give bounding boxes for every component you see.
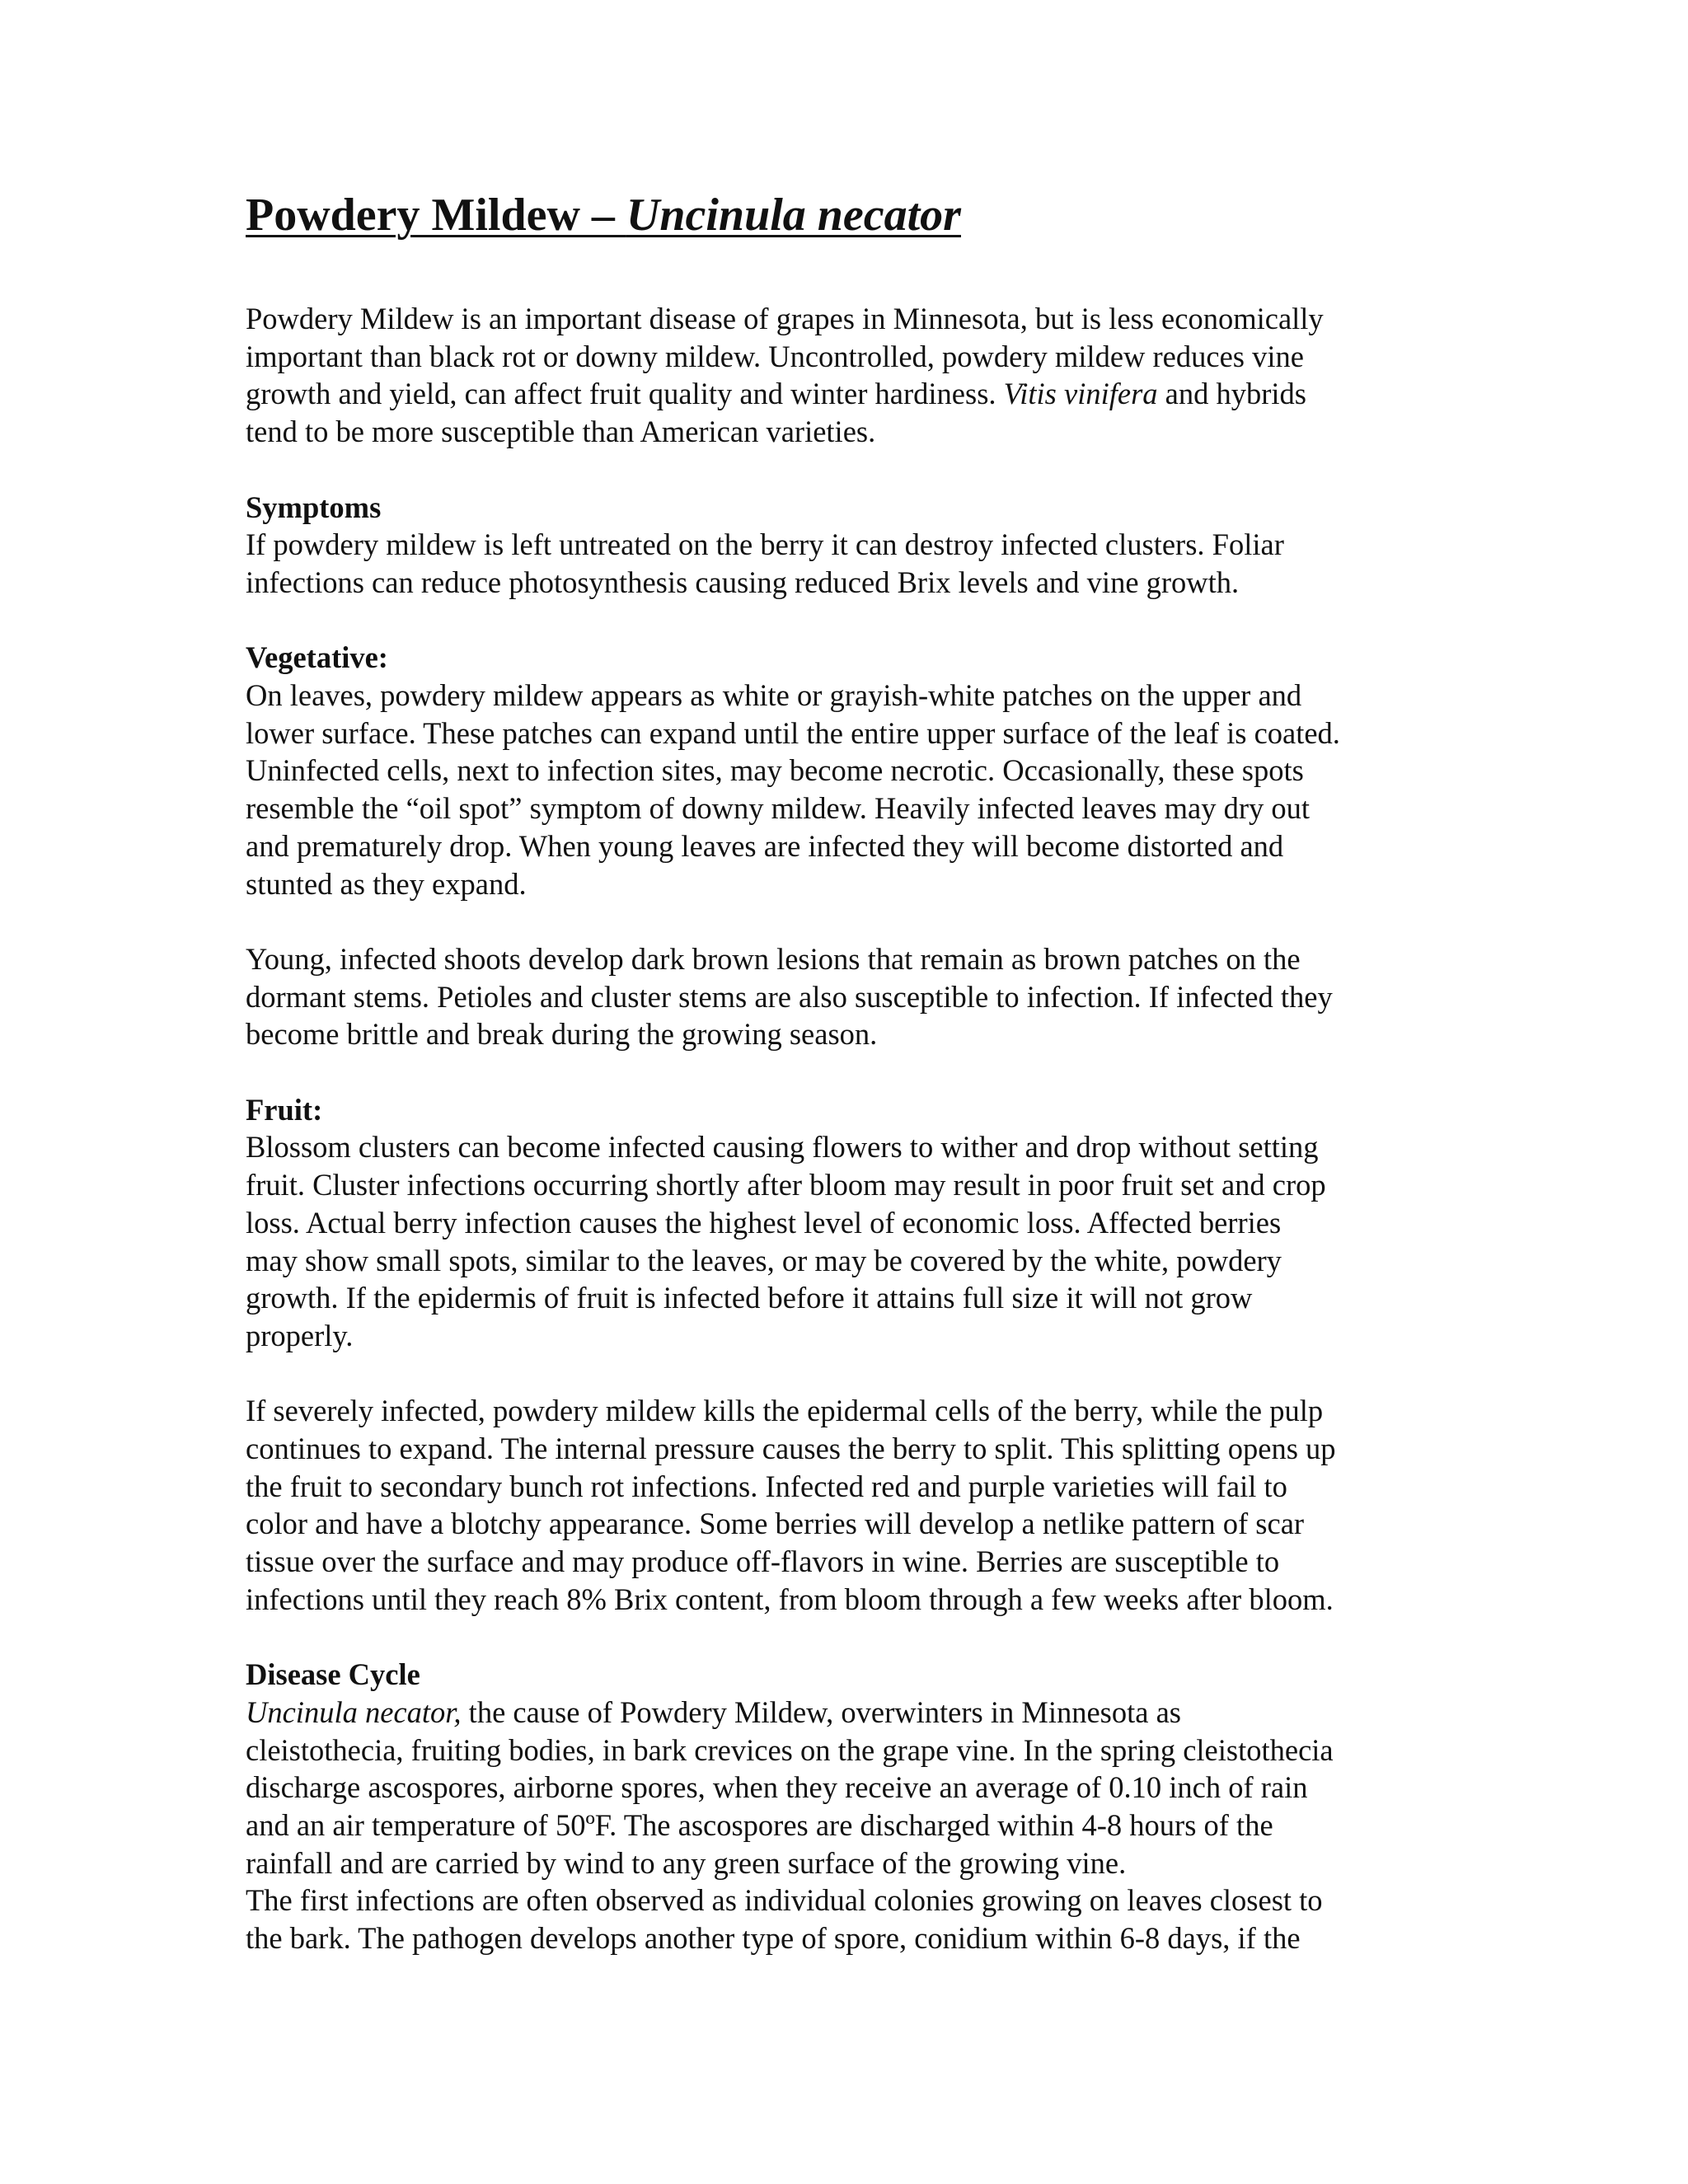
text-line: may show small spots, similar to the leaves, or may be covered by the white, powdery	[246, 1243, 1282, 1277]
text-line: and prematurely drop. When young leaves are infected they will become distorted and	[246, 828, 1284, 863]
section-heading-vegetative: Vegetative:	[246, 640, 388, 675]
spacer	[246, 602, 1457, 640]
text-line: Blossom clusters can become infected causing flowers to wither and drop without setting	[246, 1130, 1319, 1165]
text-line: continues to expand. The internal pressure causes the berry to split. This splitting opens up	[246, 1432, 1336, 1466]
text-line: If severely infected, powdery mildew kills the epidermal cells of the berry, while the pulp	[246, 1394, 1324, 1428]
text-line: cleistothecia, fruiting bodies, in bark crevices on the grape vine. In the spring cleistothecia	[246, 1732, 1334, 1767]
fruit-paragraph-1	[246, 1128, 1457, 1354]
text-line: On leaves, powdery mildew appears as white or grayish-white patches on the upper and	[246, 678, 1302, 712]
text-line: growth. If the epidermis of fruit is infected before it attains full size it will not grow	[246, 1281, 1253, 1315]
title-italic: Uncinula necator	[626, 190, 961, 241]
text-line	[246, 375, 1457, 413]
text-run-italic: Vitis vinifera	[1003, 377, 1158, 411]
text-line: infections until they reach 8% Brix content, from bloom through a few weeks after bloom.	[246, 1582, 1334, 1616]
section-heading-symptoms: Symptoms	[246, 490, 382, 524]
document-page	[246, 186, 1457, 1957]
text-line: color and have a blotchy appearance. Some berries will develop a netlike pattern of scar	[246, 1507, 1305, 1541]
text-line: loss. Actual berry infection causes the highest level of economic loss. Affected berries	[246, 1205, 1282, 1240]
text-line: rainfall and are carried by wind to any green surface of the growing vine.	[246, 1845, 1127, 1880]
text-line: the bark. The pathogen develops another type of spore, conidium within 6-8 days, if the	[246, 1921, 1301, 1956]
spacer	[246, 1355, 1457, 1393]
fruit-paragraph-2	[246, 1392, 1457, 1618]
text-line: lower surface. These patches can expand until the entire upper surface of the leaf is coated.	[246, 715, 1340, 750]
text-run: growth and yield, can affect fruit quality and winter hardiness.	[246, 377, 1004, 411]
text-line: properly.	[246, 1318, 354, 1352]
text-line: tissue over the surface and may produce off-flavors in wine. Berries are susceptible to	[246, 1544, 1280, 1579]
text-run: the cause of Powdery Mildew, overwinters in Minnesota as	[461, 1694, 1181, 1729]
text-line: stunted as they expand.	[246, 866, 527, 901]
text-line: Powdery Mildew is an important disease of grapes in Minnesota, but is less economically	[246, 302, 1324, 335]
section-heading-disease-cycle: Disease Cycle	[246, 1657, 420, 1692]
text-line: The first infections are often observed as individual colonies growing on leaves closest to	[246, 1883, 1323, 1918]
vegetative-paragraph-1	[246, 677, 1457, 902]
text-line: dormant stems. Petioles and cluster stems are also susceptible to infection. If infected they	[246, 979, 1333, 1014]
spacer	[246, 451, 1457, 489]
text-line: Young, infected shoots develop dark brown lesions that remain as brown patches on the	[246, 941, 1301, 976]
spacer	[246, 1619, 1457, 1657]
text-line: fruit. Cluster infections occurring shortly after bloom may result in poor fruit set and crop	[246, 1168, 1326, 1202]
text-line: tend to be more susceptible than American varieties.	[246, 415, 876, 449]
text-line: and an air temperature of 50ºF. The ascospores are discharged within 4-8 hours of the	[246, 1808, 1273, 1843]
spacer	[246, 244, 1457, 300]
text-line: If powdery mildew is left untreated on the berry it can destroy infected clusters. Foliar	[246, 527, 1284, 562]
text-line: discharge ascospores, airborne spores, when they receive an average of 0.10 inch of rain	[246, 1770, 1308, 1805]
text-line	[246, 1694, 1457, 1732]
spacer	[246, 902, 1457, 940]
title-main: Powdery Mildew –	[246, 190, 626, 241]
symptoms-paragraph	[246, 526, 1457, 601]
text-run-italic: Uncinula necator,	[246, 1694, 462, 1729]
spacer	[246, 1053, 1457, 1091]
page-title	[246, 186, 1457, 244]
text-line: important than black rot or downy mildew. Uncontrolled, powdery mildew reduces vine	[246, 339, 1304, 373]
vegetative-paragraph-2	[246, 940, 1457, 1053]
intro-paragraph	[246, 300, 1457, 451]
text-run: and hybrids	[1157, 377, 1306, 411]
section-heading-fruit: Fruit:	[246, 1092, 323, 1127]
text-line: resemble the “oil spot” symptom of downy mildew. Heavily infected leaves may dry out	[246, 791, 1311, 826]
text-line: Uninfected cells, next to infection sites, may become necrotic. Occasionally, these spots	[246, 753, 1304, 788]
text-line: the fruit to secondary bunch rot infections. Infected red and purple varieties will fail to	[246, 1469, 1287, 1503]
text-line: infections can reduce photosynthesis causing reduced Brix levels and vine growth.	[246, 565, 1240, 599]
text-line: become brittle and break during the growing season.	[246, 1017, 878, 1052]
disease-cycle-paragraph	[246, 1694, 1457, 1957]
